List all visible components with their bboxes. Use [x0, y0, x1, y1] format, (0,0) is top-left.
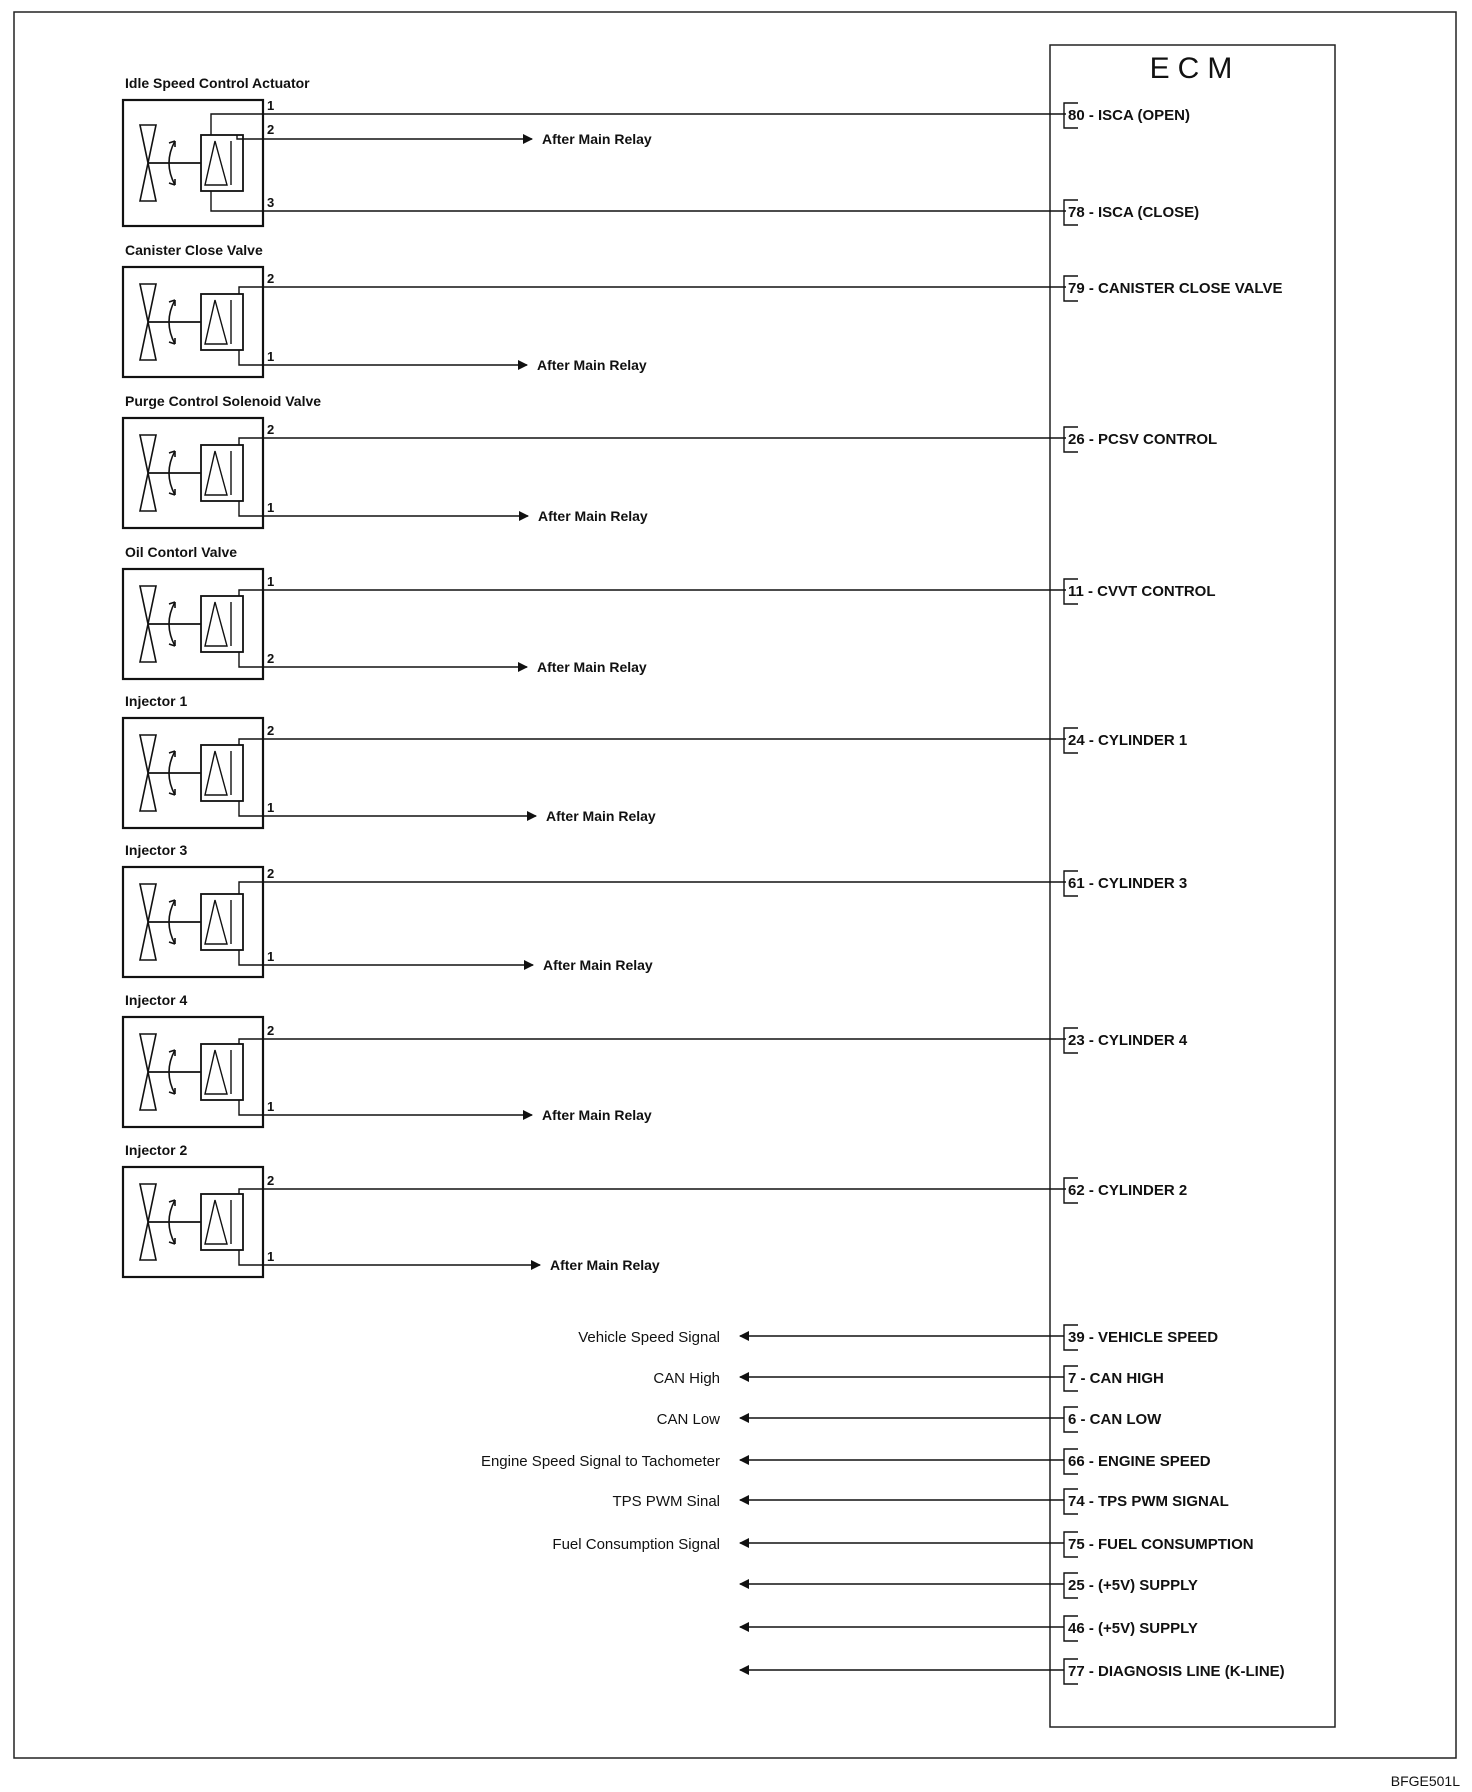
signal-wire [239, 438, 1066, 445]
device-title: Injector 3 [125, 842, 188, 858]
ecm-pin-label: 11 - CVVT CONTROL [1068, 583, 1216, 600]
signal-wire [239, 1039, 1066, 1044]
signal-wire [211, 191, 1066, 211]
signal-wire [239, 882, 1066, 894]
ecm-pin [1064, 1407, 1162, 1432]
ecm-pin [1064, 103, 1190, 128]
device-pin-number: 1 [267, 800, 275, 815]
device-pin-number: 1 [267, 949, 275, 964]
ecm-pin-label: 39 - VEHICLE SPEED [1068, 1329, 1219, 1346]
relay-label: After Main Relay [550, 1257, 660, 1273]
ecm-pin [1064, 1449, 1211, 1474]
device-block [123, 544, 1066, 679]
coil-icon [201, 1044, 243, 1100]
output-signal [657, 1411, 1064, 1428]
coil-icon [201, 294, 243, 350]
device-block [123, 693, 1066, 828]
relay-label: After Main Relay [542, 1107, 652, 1123]
ecm-pin [1064, 276, 1282, 301]
device-block [123, 75, 1066, 226]
device-title: Injector 2 [125, 1142, 188, 1158]
relay-wire [239, 950, 533, 965]
relay-label: After Main Relay [546, 808, 656, 824]
ecm-pin-label: 75 - FUEL CONSUMPTION [1068, 1536, 1254, 1553]
ecm-pin-label: 24 - CYLINDER 1 [1068, 732, 1188, 749]
device-pin-number: 2 [267, 866, 275, 881]
relay-wire [239, 1100, 532, 1115]
output-signal [612, 1493, 1064, 1510]
ecm-pin-label: 23 - CYLINDER 4 [1068, 1032, 1188, 1049]
device-title: Idle Speed Control Actuator [125, 75, 310, 91]
ecm-title: ECM [1149, 52, 1241, 85]
ecm-pin-label: 79 - CANISTER CLOSE VALVE [1068, 280, 1283, 297]
ecm-pin-label: 7 - CAN HIGH [1068, 1370, 1164, 1387]
device-pin-number: 1 [267, 1249, 275, 1264]
device-title: Injector 4 [125, 992, 188, 1008]
ecm-pin [1064, 1366, 1164, 1391]
relay-label: After Main Relay [543, 957, 653, 973]
diagram-frame [14, 12, 1456, 1758]
output-signal [578, 1329, 1064, 1346]
coil-icon [201, 745, 243, 801]
output-signal-label: CAN Low [656, 1411, 720, 1428]
coil-icon [201, 445, 243, 501]
device-pin-number: 2 [267, 271, 275, 286]
output-signal-label: CAN High [653, 1370, 720, 1387]
relay-wire [239, 652, 527, 667]
device-pin-number: 3 [267, 195, 275, 210]
ecm-pin-label: 77 - DIAGNOSIS LINE (K-LINE) [1068, 1663, 1285, 1680]
device-title: Injector 1 [125, 693, 188, 709]
relay-wire [237, 135, 532, 139]
output-signal-label: Engine Speed Signal to Tachometer [480, 1453, 720, 1470]
device-title: Canister Close Valve [125, 242, 263, 258]
device-pin-number: 1 [267, 500, 275, 515]
device-list [123, 75, 1066, 1277]
device-pin-number: 2 [267, 1173, 275, 1188]
signal-wire [239, 287, 1066, 294]
device-pin-number: 2 [267, 422, 275, 437]
device-title: Purge Control Solenoid Valve [125, 393, 322, 409]
relay-wire [239, 350, 527, 365]
signal-wire [239, 1189, 1066, 1194]
ecm-pin [1064, 1573, 1198, 1598]
ecm-pin-label: 66 - ENGINE SPEED [1068, 1453, 1211, 1470]
output-signal [552, 1536, 1064, 1553]
coil-icon [201, 1194, 243, 1250]
device-pin-number: 2 [267, 1023, 275, 1038]
device-pin-number: 2 [267, 651, 275, 666]
ecm-pin [1064, 1028, 1188, 1053]
ecm-pin [1064, 871, 1187, 896]
output-signal [653, 1370, 1064, 1387]
relay-wire [239, 501, 528, 516]
ecm-pin [1064, 728, 1187, 753]
ecm-pin [1064, 1616, 1198, 1641]
device-pin-number: 1 [267, 574, 275, 589]
relay-label: After Main Relay [537, 357, 647, 373]
output-signal [481, 1453, 1064, 1470]
ecm-pin-label: 25 - (+5V) SUPPLY [1068, 1577, 1198, 1594]
device-block [123, 1142, 1066, 1277]
device-block [123, 393, 1066, 528]
signal-wire [239, 590, 1066, 596]
ecm-pin [1064, 200, 1199, 225]
ecm-pin [1064, 1325, 1218, 1350]
ecm-pin [1064, 1489, 1229, 1514]
device-block [123, 992, 1066, 1127]
coil-icon [201, 135, 243, 191]
device-pin-number: 1 [267, 1099, 275, 1114]
device-pin-number: 1 [267, 98, 275, 113]
ecm-pin [1064, 579, 1216, 604]
device-block [123, 242, 1066, 377]
ecm-pin-label: 46 - (+5V) SUPPLY [1068, 1620, 1198, 1637]
ecm-pin-label: 74 - TPS PWM SIGNAL [1068, 1493, 1229, 1510]
device-pin-number: 2 [267, 122, 275, 137]
ecm-pin-label: 26 - PCSV CONTROL [1068, 431, 1218, 448]
signal-wire [239, 739, 1066, 745]
ecm-pin [1064, 1659, 1285, 1684]
output-signal-label: Fuel Consumption Signal [552, 1536, 720, 1553]
output-signal-label: TPS PWM Sinal [612, 1493, 720, 1510]
ecm-pin [1064, 1532, 1254, 1557]
ecm-pin-list [1064, 103, 1285, 1684]
relay-wire [239, 1250, 540, 1265]
ecm-pin-label: 80 - ISCA (OPEN) [1068, 107, 1190, 124]
device-pin-number: 2 [267, 723, 275, 738]
ecm-pin-label: 78 - ISCA (CLOSE) [1068, 204, 1200, 221]
device-title: Oil Contorl Valve [125, 544, 238, 560]
figure-code: BFGE501L [1390, 1773, 1460, 1789]
ecm-pin [1064, 427, 1217, 452]
device-block [123, 842, 1066, 977]
ecm-pin-label: 62 - CYLINDER 2 [1068, 1182, 1188, 1199]
device-pin-number: 1 [267, 349, 275, 364]
output-signal-label: Vehicle Speed Signal [578, 1329, 720, 1346]
output-signal-list [481, 1329, 1064, 1670]
ecm-pin-label: 61 - CYLINDER 3 [1068, 875, 1188, 892]
coil-icon [201, 596, 243, 652]
relay-label: After Main Relay [542, 131, 652, 147]
relay-label: After Main Relay [538, 508, 648, 524]
relay-wire [239, 801, 536, 816]
coil-icon [201, 894, 243, 950]
ecm-pin-label: 6 - CAN LOW [1068, 1411, 1162, 1428]
relay-label: After Main Relay [537, 659, 647, 675]
ecm-pin [1064, 1178, 1187, 1203]
